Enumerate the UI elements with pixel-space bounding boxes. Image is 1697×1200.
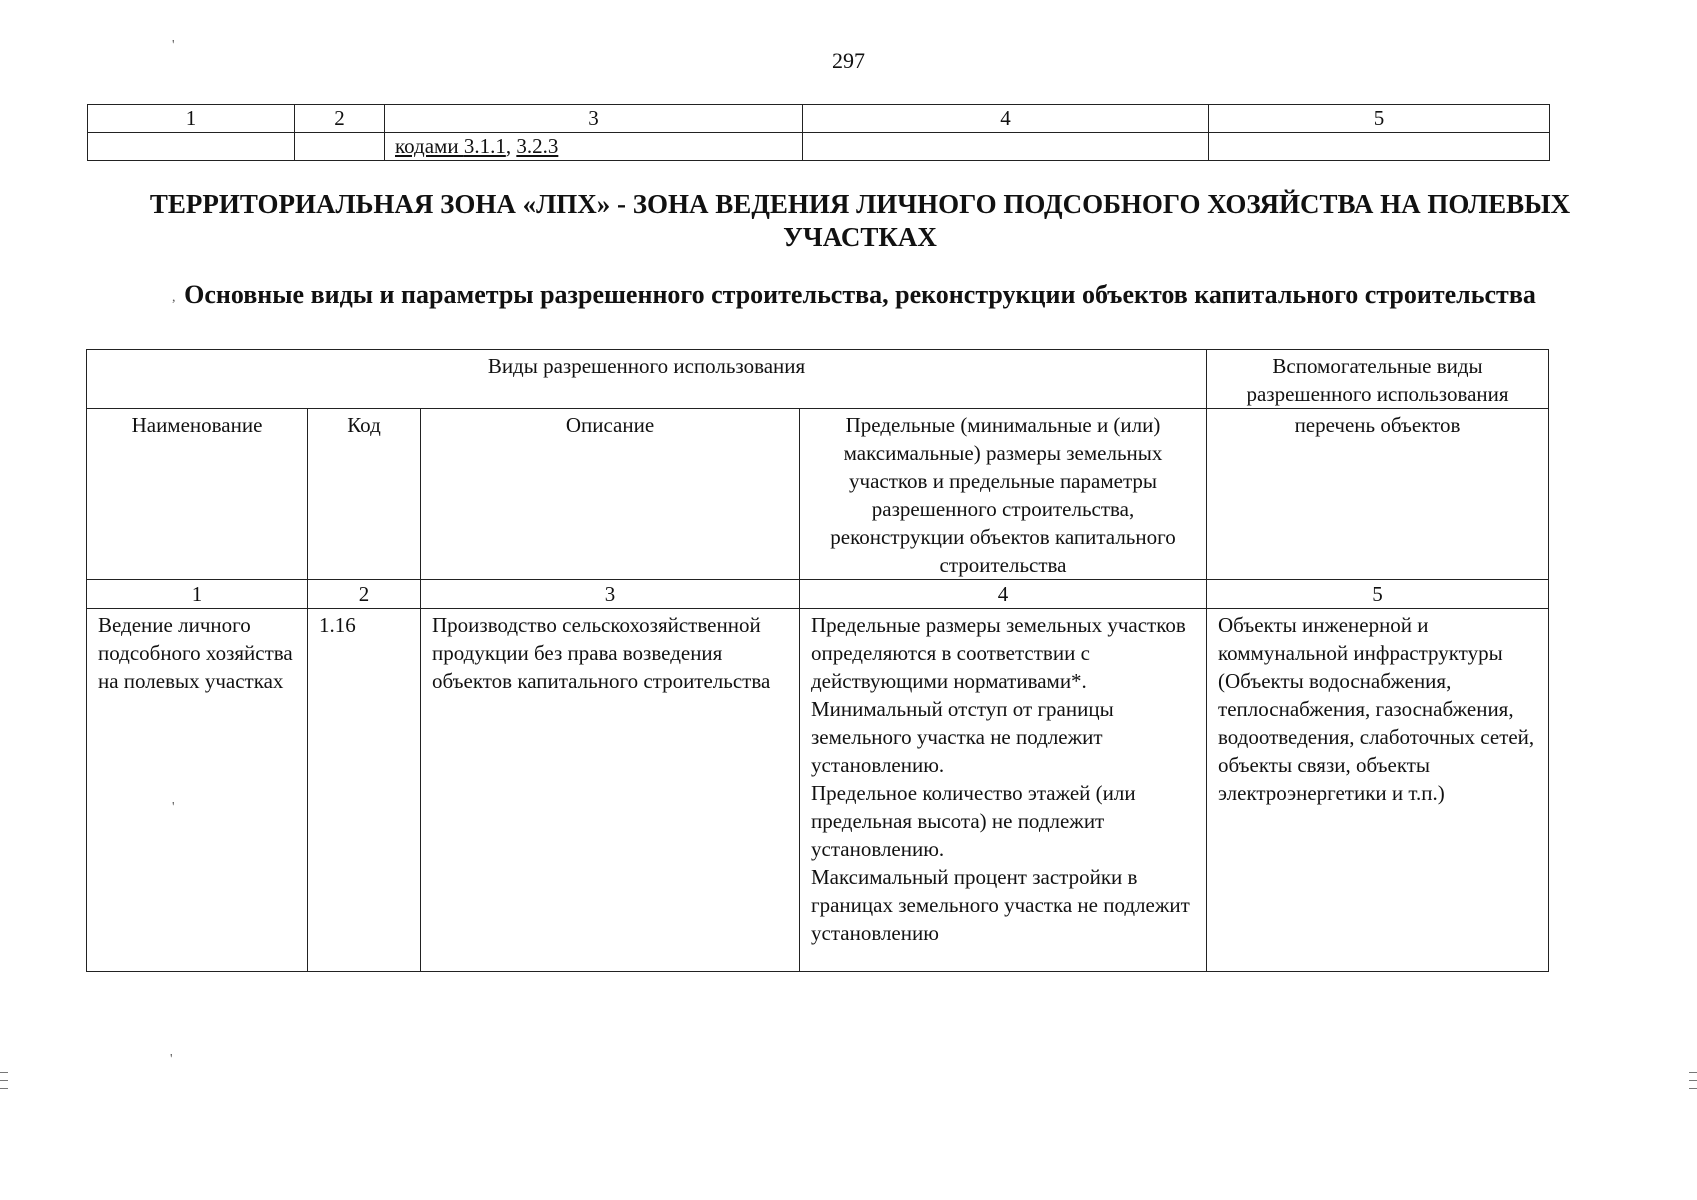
continuation-cell-4 xyxy=(803,133,1209,161)
edge-mark xyxy=(0,1088,8,1089)
continuation-row xyxy=(88,133,1550,161)
column-number: 4 xyxy=(800,580,1207,609)
column-number: 1 xyxy=(87,580,308,609)
group-header-row xyxy=(87,350,1549,409)
scan-speck: ' xyxy=(172,38,175,53)
cell-name: Ведение личного подсобного хозяйства на полевых участках xyxy=(87,609,308,972)
edge-mark xyxy=(1689,1072,1697,1073)
scan-speck: ' xyxy=(172,800,175,815)
cell-objects: Объекты инженерной и коммунальной инфраструктуры (Объекты водоснабжения, теплоснабжения, газоснабжения, водоотведения, слаботочных сетей, объекты связи, объекты электроэнергетики и т.п.) xyxy=(1207,609,1549,972)
column-number-row xyxy=(87,580,1549,609)
limit-paragraph: Предельное количество этажей (или предельная высота) не подлежит установлению. xyxy=(811,781,1136,861)
column-header-row xyxy=(87,409,1549,580)
page-number: 297 xyxy=(832,48,865,73)
column-header-objects: перечень объектов xyxy=(1207,409,1549,580)
continuation-cell-codes xyxy=(385,133,803,161)
limit-paragraph: Предельные размеры земельных участков определяются в соответствии с действующими нормативами*. xyxy=(811,613,1186,693)
limit-paragraph: Максимальный процент застройки в границах земельного участка не подлежит установлению xyxy=(811,865,1190,945)
edge-mark xyxy=(1689,1080,1697,1081)
code-link-3-1-1[interactable]: 3.1.1 xyxy=(463,134,506,158)
column-header-code: Код xyxy=(308,409,421,580)
column-header-description: Описание xyxy=(421,409,800,580)
cell-code: 1.16 xyxy=(308,609,421,972)
column-number: 2 xyxy=(308,580,421,609)
section-title: Основные виды и параметры разрешенного строительства, реконструкции объектов капитального строительства xyxy=(184,280,1536,309)
codes-prefix: кодами xyxy=(395,134,464,158)
cell-limits xyxy=(800,609,1207,972)
column-number: 5 xyxy=(1207,580,1549,609)
continuation-col-number: 5 xyxy=(1209,105,1550,133)
edge-mark xyxy=(1689,1088,1697,1089)
code-link-3-2-3[interactable]: 3.2.3 xyxy=(516,134,559,158)
edge-mark xyxy=(0,1080,8,1081)
continuation-col-number: 3 xyxy=(385,105,803,133)
permitted-use-group-header: Виды разрешенного использования xyxy=(87,350,1207,409)
table-row xyxy=(87,609,1549,972)
column-number: 3 xyxy=(421,580,800,609)
scan-speck: , xyxy=(172,290,176,305)
land-use-table xyxy=(86,349,1549,972)
edge-mark xyxy=(0,1072,8,1073)
zone-title: ТЕРРИТОРИАЛЬНАЯ ЗОНА «ЛПХ» - ЗОНА ВЕДЕНИЯ ЛИЧНОГО ПОДСОБНОГО ХОЗЯЙСТВА НА ПОЛЕВЫХ УЧАСТКАХ xyxy=(149,189,1571,252)
scan-speck: ' xyxy=(170,1052,173,1067)
continuation-header-row xyxy=(88,105,1550,133)
continuation-col-number: 2 xyxy=(295,105,385,133)
continuation-cell-2 xyxy=(295,133,385,161)
column-header-name: Наименование xyxy=(87,409,308,580)
auxiliary-use-group-header: Вспомогательные виды разрешенного использования xyxy=(1207,350,1549,409)
cell-description: Производство сельскохозяйственной продукции без права возведения объектов капитального строительства xyxy=(421,609,800,972)
column-header-limits: Предельные (минимальные и (или) максимальные) размеры земельных участков и предельные параметры разрешенного строительства, реконструкции объектов капитального строительства xyxy=(800,409,1207,580)
continuation-cell-5 xyxy=(1209,133,1550,161)
codes-separator: , xyxy=(505,134,517,158)
continuation-col-number: 4 xyxy=(803,105,1209,133)
continuation-col-number: 1 xyxy=(88,105,295,133)
continuation-table xyxy=(87,104,1550,161)
continuation-cell-1 xyxy=(88,133,295,161)
limit-paragraph: Минимальный отступ от границы земельного участка не подлежит установлению. xyxy=(811,697,1114,777)
